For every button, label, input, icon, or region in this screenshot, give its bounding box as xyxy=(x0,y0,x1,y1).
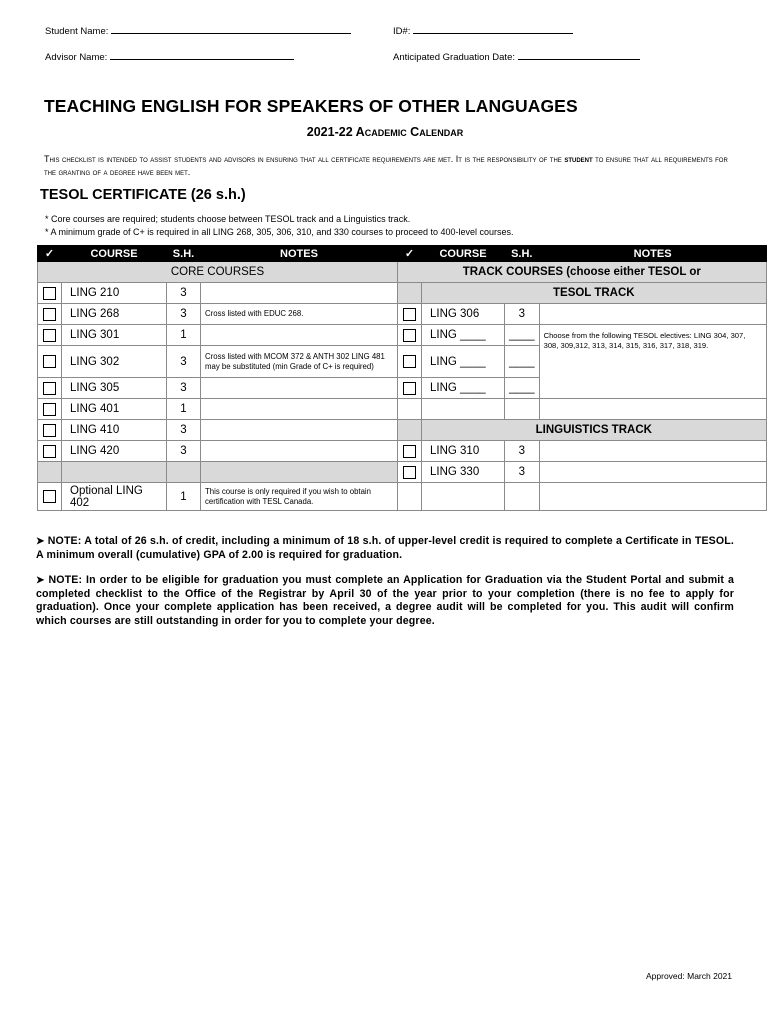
table-row xyxy=(38,420,767,441)
checkbox-ling-305[interactable] xyxy=(43,382,56,395)
advisor-name-label: Advisor Name: xyxy=(45,52,108,63)
tesol-track-heading: TESOL TRACK xyxy=(422,283,767,304)
course-name: LING 268 xyxy=(62,304,167,325)
student-name-field[interactable] xyxy=(45,24,351,37)
track-course-sh[interactable]: ____ xyxy=(505,378,540,399)
track-course-sh: 3 xyxy=(505,462,540,483)
course-sh: 1 xyxy=(167,399,201,420)
table-row xyxy=(38,283,767,304)
note-grade: * A minimum grade of C+ is required in all LING 268, 305, 306, 310, and 330 courses to proceed to 400-level courses. xyxy=(45,227,514,237)
track-course-name: LING 310 xyxy=(422,441,505,462)
note-paragraph-2 xyxy=(36,574,734,628)
grad-date-field[interactable] xyxy=(393,50,640,63)
track-course-name[interactable]: LING ____ xyxy=(422,346,505,378)
grad-date-label: Anticipated Graduation Date: xyxy=(393,52,515,63)
checkbox-ling-330[interactable] xyxy=(403,466,416,479)
checkbox-ling-268[interactable] xyxy=(43,308,56,321)
track-course-sh[interactable]: ____ xyxy=(505,346,540,378)
track-course-sh[interactable]: ____ xyxy=(505,325,540,346)
linguistics-track-heading: LINGUISTICS TRACK xyxy=(422,420,767,441)
course-note xyxy=(201,399,398,420)
course-sh: 3 xyxy=(167,283,201,304)
table-row xyxy=(38,399,767,420)
course-note xyxy=(201,378,398,399)
course-sh: 3 xyxy=(167,346,201,378)
checkbox-ling-301[interactable] xyxy=(43,329,56,342)
header-check: ✓ xyxy=(38,246,62,262)
arrow-icon: ➤ xyxy=(36,536,45,547)
checkbox-ling-420[interactable] xyxy=(43,445,56,458)
course-name: LING 420 xyxy=(62,441,167,462)
header-notes: NOTES xyxy=(201,246,398,262)
course-sh: 3 xyxy=(167,304,201,325)
course-note xyxy=(201,325,398,346)
checkbox-ling-401[interactable] xyxy=(43,403,56,416)
course-sh: 1 xyxy=(167,483,201,511)
grad-date-line[interactable] xyxy=(518,50,640,60)
course-sh: 1 xyxy=(167,325,201,346)
table-row xyxy=(38,325,767,346)
student-name-line[interactable] xyxy=(111,24,351,34)
intro-text-2: to ensure that all requirements for the granting of a degree have been met. xyxy=(44,154,728,177)
track-course-name: LING 330 xyxy=(422,462,505,483)
course-note: Cross listed with MCOM 372 & ANTH 302 LING 481 may be substituted (min Grade of C+ is required) xyxy=(201,346,398,378)
course-note xyxy=(201,441,398,462)
checkbox-ling-410[interactable] xyxy=(43,424,56,437)
course-name: LING 210 xyxy=(62,283,167,304)
checkbox-tesol-elective-3[interactable] xyxy=(403,382,416,395)
track-course-name: LING 306 xyxy=(422,304,505,325)
page-subtitle: 2021-22 Academic Calendar xyxy=(306,125,464,139)
certificate-title: TESOL CERTIFICATE (26 s.h.) xyxy=(40,187,246,203)
course-note xyxy=(201,283,398,304)
advisor-name-field[interactable] xyxy=(45,50,294,63)
header-notes-2: NOTES xyxy=(539,246,766,262)
course-sh: 3 xyxy=(167,441,201,462)
checkbox-tesol-elective-2[interactable] xyxy=(403,355,416,368)
checkbox-ling-210[interactable] xyxy=(43,287,56,300)
id-label: ID#: xyxy=(393,26,411,37)
intro-text-bold: student xyxy=(564,154,593,164)
track-course-sh: 3 xyxy=(505,304,540,325)
arrow-icon: ➤ xyxy=(36,575,45,586)
table-header-row xyxy=(38,246,767,262)
header-course: COURSE xyxy=(62,246,167,262)
tesol-electives-note: Choose from the following TESOL electives: LING 304, 307, 308, 309,312, 313, 314, 315, 316, 317, 318, 319. xyxy=(539,325,766,399)
approved-date: Approved: March 2021 xyxy=(646,971,732,981)
note-1-text: NOTE: A total of 26 s.h. of credit, including a minimum of 18 s.h. of upper-level credit is required to complete a Certificate in TESOL. A minimum overall (cumulative) GPA of 2.00 is required for graduation. xyxy=(36,535,734,561)
course-sh: 3 xyxy=(167,420,201,441)
course-note: Cross listed with EDUC 268. xyxy=(201,304,398,325)
note-2-text: NOTE: In order to be eligible for graduation you must complete an Application for Graduation via the Student Portal and submit a completed checklist to the Office of the Registrar by April 30 of the year prior to your completion (there is no fee to apply for graduation). Once your complete application has been received, a degree audit will be completed for you. This audit will confirm which courses are still outstanding in order for you to complete your degree. xyxy=(36,574,735,627)
checkbox-ling-302[interactable] xyxy=(43,355,56,368)
course-note xyxy=(201,420,398,441)
checkbox-ling-306[interactable] xyxy=(403,308,416,321)
section-heading-row xyxy=(38,262,767,283)
course-name: LING 410 xyxy=(62,420,167,441)
core-courses-heading: CORE COURSES xyxy=(38,262,398,283)
note-core: * Core courses are required; students choose between TESOL track and a Linguistics track. xyxy=(45,214,411,224)
course-sh: 3 xyxy=(167,378,201,399)
header-check-2: ✓ xyxy=(398,246,422,262)
table-row xyxy=(38,304,767,325)
course-name: LING 401 xyxy=(62,399,167,420)
course-note: This course is only required if you wish to obtain certification with TESL Canada. xyxy=(201,483,398,511)
course-name: Optional LING 402 xyxy=(62,483,167,511)
course-name: LING 305 xyxy=(62,378,167,399)
course-table xyxy=(37,245,767,511)
track-course-sh: 3 xyxy=(505,441,540,462)
table-row xyxy=(38,441,767,462)
header-sh-2: S.H. xyxy=(505,246,540,262)
header-sh: S.H. xyxy=(167,246,201,262)
header-course-2: COURSE xyxy=(422,246,505,262)
page-title: TEACHING ENGLISH FOR SPEAKERS OF OTHER LANGUAGES xyxy=(44,96,578,116)
id-line[interactable] xyxy=(413,24,573,34)
student-name-label: Student Name: xyxy=(45,26,109,37)
track-course-name[interactable]: LING ____ xyxy=(422,378,505,399)
checkbox-ling-402[interactable] xyxy=(43,490,56,503)
track-course-name[interactable]: LING ____ xyxy=(422,325,505,346)
intro-text xyxy=(44,153,734,179)
id-field[interactable] xyxy=(393,24,573,37)
table-row xyxy=(38,483,767,511)
advisor-name-line[interactable] xyxy=(110,50,294,60)
note-paragraph-1 xyxy=(36,535,734,562)
course-name: LING 302 xyxy=(62,346,167,378)
track-courses-heading: TRACK COURSES (choose either TESOL or xyxy=(398,262,767,283)
table-row xyxy=(38,462,767,483)
intro-text-1: This checklist is intended to assist students and advisors in ensuring that all certificate requirements are met. It is the responsibility of the xyxy=(44,154,562,164)
course-name: LING 301 xyxy=(62,325,167,346)
checkbox-ling-310[interactable] xyxy=(403,445,416,458)
checkbox-tesol-elective-1[interactable] xyxy=(403,329,416,342)
